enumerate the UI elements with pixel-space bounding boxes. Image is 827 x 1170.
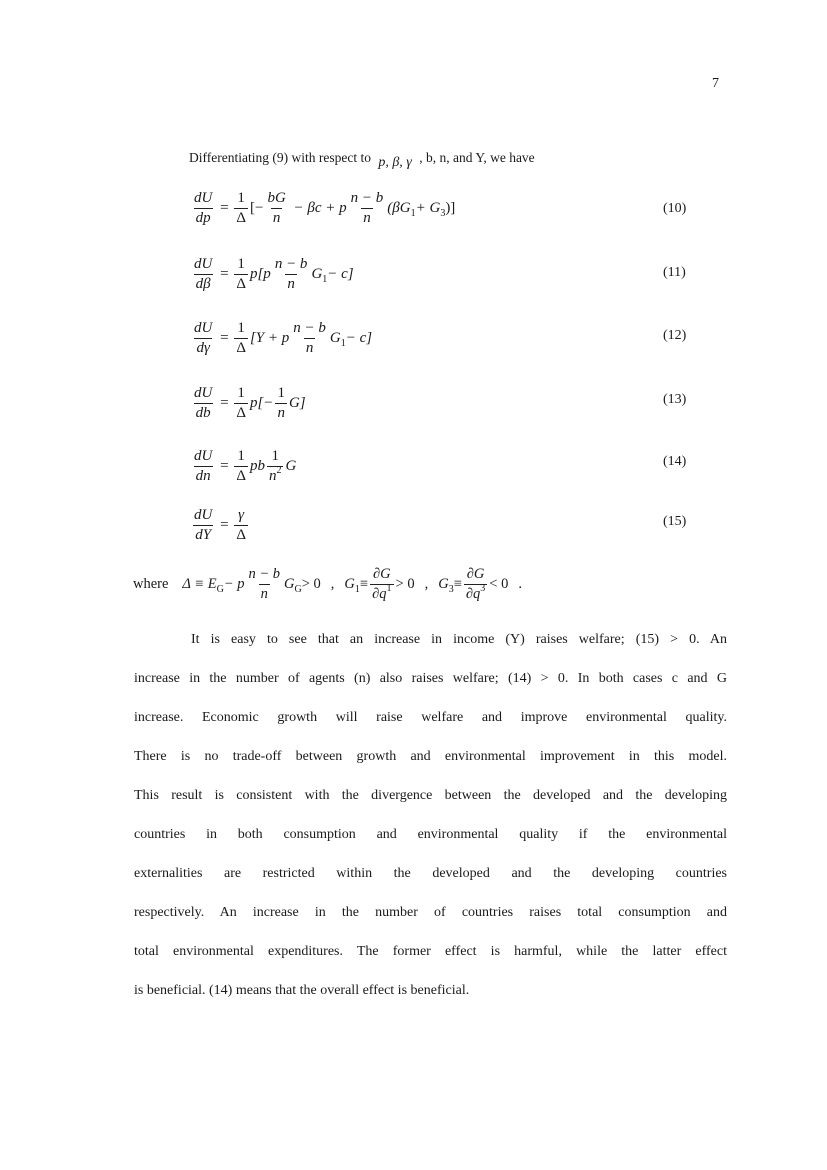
equation-11: $\frac{dU}{d\beta}$ = $\frac{1}{\Delta}$ p[p $\frac{n - b}{n}$ G 1 − c] <box>194 256 354 292</box>
lhs-fraction: $\frac{dU}{d\gamma}$ <box>194 320 213 356</box>
inverse-delta: $\frac{1}{\Delta}$ <box>236 190 246 226</box>
partial-g-q1: $\frac{\partial G}{\partial q^1}$ <box>372 566 392 602</box>
nb-fraction: $\frac{n - b}{n}$ <box>274 256 308 292</box>
equation-number-15: (15) <box>663 514 687 529</box>
paragraph-line: countries in both consumption and environmental quality if the environmental <box>134 827 727 842</box>
g3-definition: G 3 ≡ $\frac{\partial G}{\partial q^3}$ < 0 <box>438 566 509 602</box>
paragraph-line: increase. Economic growth will raise welfare and improve environmental quality. <box>134 710 727 725</box>
bg-fraction: $\frac{bG}{n}$ <box>267 190 286 226</box>
paragraph-line: increase in the number of agents (n) also raises welfare; (14) > 0. In both cases c and G <box>134 671 727 686</box>
inverse-delta: $\frac{1}{\Delta}$ <box>236 385 246 421</box>
inverse-delta: $\frac{1}{\Delta}$ <box>236 256 246 292</box>
intro-tail: , b, n, and Y, we have <box>419 150 535 165</box>
paragraph-line: This result is consistent with the divergence between the developed and the developing <box>134 788 727 803</box>
gamma-over-delta: $\frac{\gamma}{\Delta}$ <box>236 507 246 543</box>
intro-variables: p, β, γ <box>378 155 412 170</box>
nb-fraction: $\frac{n - b}{n}$ <box>248 566 281 602</box>
where-definitions: where Δ ≡ E G − p $\frac{n - b}{n}$ G G > 0 , G 1 ≡ $\frac{\partial G}{\partial q^1}$ > 0 , G 3 ≡ $\frac{\partial G}{\partial q^3}$ < 0 . <box>133 566 522 602</box>
intro-sentence <box>189 150 535 170</box>
lhs-fraction: $\frac{dU}{dY}$ <box>194 507 213 543</box>
inverse-delta: $\frac{1}{\Delta}$ <box>236 448 246 484</box>
paragraph-line: respectively. An increase in the number of countries raises total consumption and <box>134 905 727 920</box>
inverse-n-squared: $\frac{1}{n^2}$ <box>268 448 282 484</box>
equation-14: $\frac{dU}{dn}$ = $\frac{1}{\Delta}$ pb $\frac{1}{n^2}$ G <box>194 448 297 484</box>
equation-15: $\frac{dU}{dY}$ = $\frac{\gamma}{\Delta}$ <box>194 507 246 543</box>
g1-definition: G 1 ≡ $\frac{\partial G}{\partial q^1}$ > 0 <box>344 566 415 602</box>
paragraph-line: There is no trade-off between growth and environmental improvement in this model. <box>134 749 727 764</box>
lhs-fraction: $\frac{dU}{db}$ <box>194 385 213 421</box>
equation-number-13: (13) <box>663 392 687 407</box>
lhs-fraction: $\frac{dU}{d\beta}$ <box>194 256 213 292</box>
equation-number-12: (12) <box>663 328 687 343</box>
equation-12: $\frac{dU}{d\gamma}$ = $\frac{1}{\Delta}$ [Y + p $\frac{n - b}{n}$ G 1 − c] <box>194 320 373 356</box>
intro-lead: Differentiating (9) with respect to <box>189 150 371 165</box>
inverse-n-fraction: $\frac{1}{n}$ <box>277 385 285 421</box>
lhs-fraction: $\frac{dU}{dp}$ <box>194 190 213 226</box>
page-number: 7 <box>712 76 719 91</box>
inverse-delta: $\frac{1}{\Delta}$ <box>236 320 246 356</box>
equation-13: $\frac{dU}{db}$ = $\frac{1}{\Delta}$ p[− $\frac{1}{n}$ G] <box>194 385 306 421</box>
paragraph-line: externalities are restricted within the developed and the developing countries <box>134 866 727 881</box>
equation-10: $\frac{dU}{dp}$ = $\frac{1}{\Delta}$ [− $\frac{bG}{n}$ − βc + p $\frac{n - b}{n}$ (βG 1 + G 3 )] <box>194 190 456 226</box>
nb-fraction: $\frac{n - b}{n}$ <box>350 190 384 226</box>
equation-number-10: (10) <box>663 201 687 216</box>
equation-number-14: (14) <box>663 454 687 469</box>
lhs-fraction: $\frac{dU}{dn}$ <box>194 448 213 484</box>
paragraph-line: It is easy to see that an increase in income (Y) raises welfare; (15) > 0. An <box>191 632 727 647</box>
delta-definition: Δ ≡ E G − p $\frac{n - b}{n}$ G G > 0 <box>182 566 321 602</box>
nb-fraction: $\frac{n - b}{n}$ <box>293 320 326 356</box>
partial-g-q3: $\frac{\partial G}{\partial q^3}$ <box>465 566 486 602</box>
paragraph-line: is beneficial. (14) means that the overall effect is beneficial. <box>134 983 470 998</box>
paragraph-line: total environmental expenditures. The former effect is harmful, while the latter effect <box>134 944 727 959</box>
equation-number-11: (11) <box>663 265 686 280</box>
